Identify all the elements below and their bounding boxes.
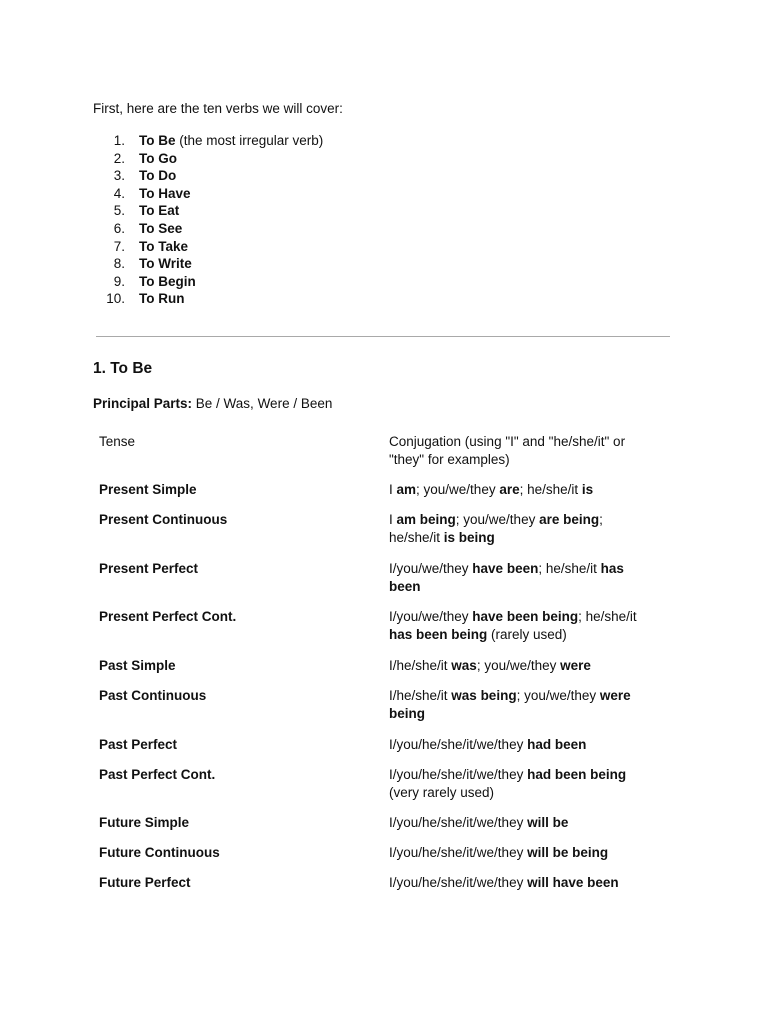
verb-name: To Eat (139, 203, 180, 219)
conjugation-fragment: I/you/he/she/it/we/they (389, 845, 528, 860)
conjugation-fragment: I/you/we/they (389, 609, 473, 624)
tense-name: Present Continuous (99, 512, 228, 527)
table-row (99, 687, 669, 736)
table-row (99, 481, 669, 511)
conjugation-text (389, 814, 651, 832)
verb-list (93, 132, 323, 308)
verb-name: To Write (139, 256, 192, 272)
table-row (99, 736, 669, 766)
list-item (93, 167, 323, 185)
verb-form: were (560, 658, 591, 673)
table-row (99, 511, 669, 560)
tense-name: Past Perfect Cont. (99, 767, 216, 782)
principal-parts (93, 395, 332, 413)
verb-form: has been being (389, 626, 488, 642)
list-item (93, 220, 323, 238)
verb-form: is being (443, 529, 495, 545)
table-row (99, 766, 669, 814)
conjugation-header: Conjugation (using "I" and "he/she/it" or "they" for examples) (389, 434, 626, 467)
conjugation-fragment: ; you/we/they (455, 512, 540, 527)
verb-name: To Go (139, 150, 177, 166)
tense-name: Present Perfect (99, 561, 199, 576)
list-item (93, 132, 323, 150)
verb-form: am being (396, 512, 456, 527)
conjugation-fragment: ; he/she/it (389, 512, 603, 545)
verb-form: have been (472, 561, 539, 576)
conjugation-text (389, 657, 651, 675)
conjugation-fragment: ; he/she/it (538, 561, 601, 576)
conjugation-fragment: ; he/she/it (578, 609, 637, 624)
list-number: 3. (113, 168, 125, 184)
conjugation-text (389, 481, 651, 499)
table-header-row (99, 433, 669, 481)
conjugation-fragment: ; you/we/they (516, 688, 600, 703)
conjugation-text (389, 844, 651, 862)
conjugation-fragment: I/you/he/she/it/we/they (389, 875, 528, 890)
verb-form: is (581, 482, 594, 497)
verb-form: had been being (527, 767, 627, 782)
list-number: 1. (113, 133, 125, 148)
list-item (93, 255, 323, 273)
list-number: 4. (113, 185, 125, 201)
list-item (93, 150, 323, 168)
list-number: 5. (113, 203, 125, 219)
principal-parts-value: Be / Was, Were / Been (192, 396, 333, 411)
list-number: 8. (113, 256, 125, 272)
table-row (99, 814, 669, 844)
tense-name: Future Simple (99, 815, 190, 830)
verb-name: To Do (139, 168, 177, 184)
tense-name: Past Perfect (99, 737, 178, 752)
verb-form: has been (389, 561, 624, 594)
verb-name: To Have (139, 185, 191, 201)
section-title: 1. To Be (93, 360, 153, 377)
verb-form: have been being (472, 609, 579, 624)
list-item (93, 273, 323, 291)
conjugation-text (389, 766, 651, 801)
tense-name: Future Continuous (99, 845, 220, 860)
table-row (99, 608, 669, 657)
verb-form: was being (451, 688, 517, 703)
verb-form: will be (527, 815, 569, 830)
intro-text: First, here are the ten verbs we will cover: (93, 101, 343, 116)
conjugation-fragment: I/you/he/she/it/we/they (389, 767, 528, 782)
verb-form: will have been (527, 875, 619, 890)
conjugation-fragment: I (389, 482, 397, 497)
conjugation-fragment: (rarely used) (487, 626, 567, 642)
conjugation-text (389, 560, 651, 595)
tense-name: Past Continuous (99, 688, 207, 703)
verb-form: are (499, 482, 520, 497)
verb-name: To See (139, 220, 183, 236)
list-item (93, 238, 323, 256)
verb-form: am (396, 482, 417, 497)
conjugation-fragment: (very rarely used) (389, 784, 495, 800)
verb-name: To Run (139, 291, 185, 307)
tense-name: Future Perfect (99, 875, 191, 890)
table-row (99, 560, 669, 608)
conjugation-text (389, 736, 651, 754)
conjugation-text (389, 687, 651, 722)
verb-form: are being (539, 512, 600, 527)
conjugation-table (99, 433, 669, 904)
tense-name: Present Simple (99, 482, 197, 497)
tense-name: Past Simple (99, 658, 176, 673)
verb-form: were being (389, 688, 631, 721)
list-number: 10. (106, 291, 125, 307)
list-item (93, 185, 323, 203)
conjugation-fragment: I/he/she/it (389, 688, 452, 703)
conjugation-fragment: I/he/she/it (389, 658, 452, 673)
conjugation-fragment: I/you/we/they (389, 561, 473, 576)
horizontal-divider (96, 336, 670, 337)
table-row (99, 874, 669, 904)
conjugation-fragment: ; you/we/they (416, 482, 500, 497)
conjugation-text (389, 608, 651, 643)
verb-form: had been (527, 737, 587, 752)
verb-name: To Take (139, 238, 189, 254)
conjugation-text (389, 874, 651, 892)
conjugation-fragment: I/you/he/she/it/we/they (389, 737, 528, 752)
table-body (99, 481, 669, 904)
list-number: 7. (113, 238, 125, 254)
tense-header: Tense (99, 434, 136, 449)
list-item (93, 290, 323, 308)
list-number: 2. (113, 150, 125, 166)
table-row (99, 657, 669, 687)
list-number: 6. (113, 220, 125, 236)
conjugation-fragment: I/you/he/she/it/we/they (389, 815, 528, 830)
verb-note: (the most irregular verb) (175, 133, 324, 148)
verb-form: was (451, 658, 477, 673)
verb-form: will be being (527, 845, 609, 860)
table-row (99, 844, 669, 874)
conjugation-text (389, 511, 651, 546)
conjugation-fragment: I (389, 512, 397, 527)
conjugation-fragment: ; you/we/they (476, 658, 561, 673)
conjugation-fragment: ; he/she/it (519, 482, 582, 497)
tense-name: Present Perfect Cont. (99, 609, 237, 624)
principal-parts-label: Principal Parts: (93, 396, 193, 411)
verb-name: To Begin (139, 273, 196, 289)
list-item (93, 202, 323, 220)
verb-name: To Be (139, 133, 176, 148)
list-number: 9. (113, 273, 125, 289)
